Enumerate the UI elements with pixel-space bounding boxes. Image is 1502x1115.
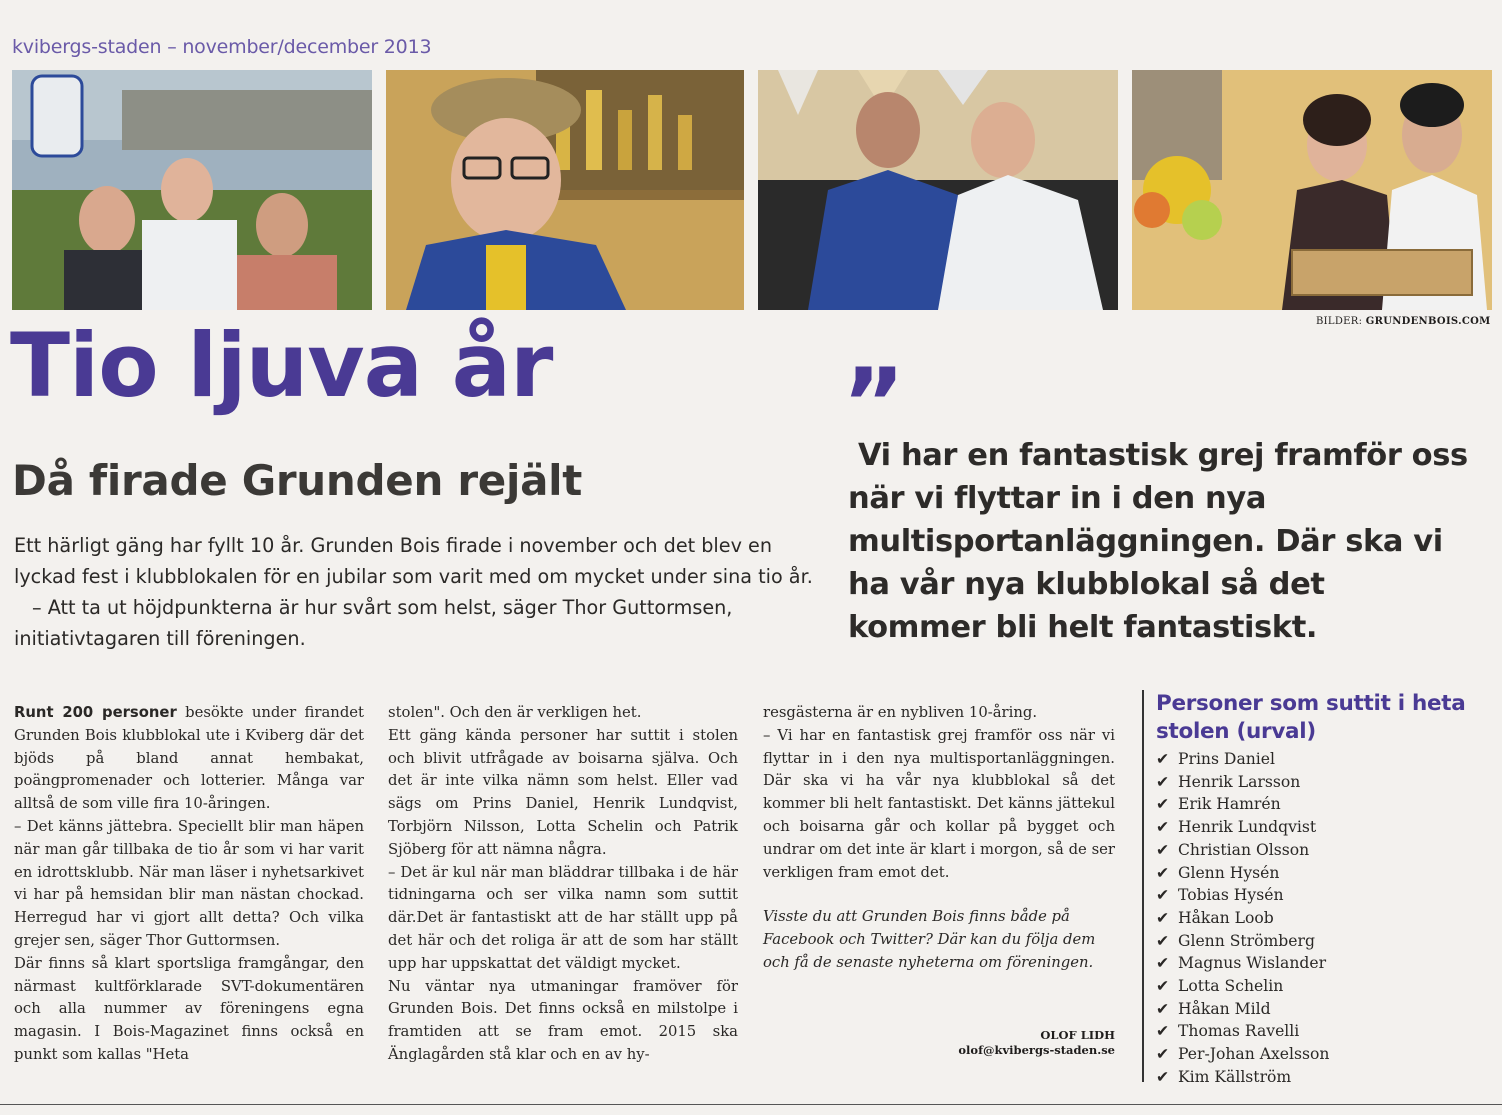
person-name: Kim Källström [1178, 1067, 1292, 1086]
body-paragraph: – Vi har en fantastisk grej framför oss när vi flyttar in i den nya multisportanläggningen. Där ska vi ha vår nya klubblokal så det kommer bli helt fantastiskt. Det känns jättekul och boisarna går och kollar på bygget och undrar om det inte är klart i morgon, så de ser verkligen fram emot det. [763, 726, 1115, 881]
person-name: Henrik Lundqvist [1178, 818, 1317, 837]
photo-credit-label: BILDER: [1316, 316, 1363, 327]
person-name: Glenn Hysén [1178, 863, 1280, 882]
person-name: Henrik Larsson [1178, 772, 1301, 791]
hot-seat-list-item [1156, 839, 1329, 862]
photo-two-men-on-sofa [758, 70, 1118, 310]
checkmark-icon: ✔ [1156, 1067, 1170, 1086]
photo-flowers-and-gift [1132, 70, 1492, 310]
hot-seat-list-item [1156, 1066, 1329, 1089]
body-paragraph: Där finns så klart sportsliga framgångar, den närmast kultförklarade SVT-dokumentären och alla nummer av föreningens egna magasin. I Bois-Magazinet finns också en punkt som kallas "Heta [14, 954, 364, 1063]
lead-paragraph [14, 530, 814, 654]
checkmark-icon: ✔ [1156, 1045, 1170, 1064]
body-text: besökte under firandet Grunden Bois klubblokal ute i Kviberg där det bjöds på bland annat hembakat, poängpromenader och lotterier. Många var alltså de som ville fira 10-åringen. [14, 704, 364, 813]
body-paragraph: Ett gäng kända personer har suttit i stolen och blivit utfrågade av boisarna själva. Och det är inte vilka nämn som helst. Eller vad sägs om Prins Daniel, Henrik Lundqvist, Torbjörn Nilsson, Lotta Schelin och Patrik Sjöberg för att nämna några. [388, 726, 738, 858]
body-column-1 [14, 702, 364, 1067]
checkmark-icon: ✔ [1156, 886, 1170, 905]
lead-text-2: – Att ta ut höjdpunkterna är hur svårt som helst, säger Thor Guttormsen, initiativtagaren till föreningen. [14, 596, 733, 650]
photo-boy-with-trophies [386, 70, 744, 310]
person-name: Erik Hamrén [1178, 795, 1281, 814]
checkmark-icon: ✔ [1156, 1022, 1170, 1041]
body-paragraph: stolen". Och den är verkligen het. [388, 704, 642, 721]
hot-seat-list-item [1156, 748, 1329, 771]
body-paragraph: resgästerna är en nybliven 10-åring. [763, 704, 1038, 721]
person-name: Håkan Loob [1178, 908, 1274, 927]
pull-quote: Vi har en fantastisk grej framför oss när vi flyttar in i den nya multisportanläggningen. Där ska vi ha vår nya klubblokal så det kommer bli helt fantastiskt. [848, 438, 1468, 645]
hot-seat-list-item [1156, 884, 1329, 907]
body-paragraph: Nu väntar nya utmaningar framöver för Grunden Bois. Det finns också en milstolpe i framtiden att se fram emot. 2015 ska Änglagården stå klar och en av hy- [388, 977, 738, 1063]
hot-seat-list-item [1156, 862, 1329, 885]
checkmark-icon: ✔ [1156, 863, 1170, 882]
author-name: OLOF LIDH [1040, 1028, 1115, 1042]
checkmark-icon: ✔ [1156, 840, 1170, 859]
author-email: olof@kvibergs-staden.se [958, 1043, 1115, 1057]
person-name: Tobias Hysén [1178, 886, 1284, 905]
photo-credit [1316, 316, 1491, 327]
body-column-3 [763, 702, 1115, 975]
social-media-note: Visste du att Grunden Bois finns både på Facebook och Twitter? Där kan du följa dem och få de senaste nyheterna om föreningen. [763, 908, 1096, 971]
checkmark-icon: ✔ [1156, 931, 1170, 950]
hot-seat-list-item [1156, 793, 1329, 816]
hot-seat-list [1156, 748, 1329, 1089]
byline [940, 1028, 1115, 1058]
quote-mark-icon: ” [842, 348, 906, 460]
running-head: kvibergs-staden – november/december 2013 [12, 36, 432, 58]
hot-seat-list-item [1156, 930, 1329, 953]
hot-seat-list-item [1156, 907, 1329, 930]
lead-text-1: Ett härligt gäng har fyllt 10 år. Grunden Bois firade i november och det blev en lyckad fest i klubblokalen för en jubilar som varit med om mycket under sina tio år. [14, 534, 813, 588]
checkmark-icon: ✔ [1156, 908, 1170, 927]
subheadline: Då firade Grunden rejält [12, 456, 582, 505]
hot-seat-list-item [1156, 816, 1329, 839]
checkmark-icon: ✔ [1156, 999, 1170, 1018]
person-name: Prins Daniel [1178, 750, 1275, 768]
checkmark-icon: ✔ [1156, 772, 1170, 791]
checkmark-icon: ✔ [1156, 818, 1170, 837]
body-lead-in: Runt 200 personer [14, 704, 177, 721]
checkmark-icon: ✔ [1156, 954, 1170, 973]
sidebar-title: Personer som suttit i heta stolen (urval) [1156, 691, 1466, 744]
sidebar-divider [1142, 690, 1144, 1082]
photo-three-men-outdoors [12, 70, 372, 310]
checkmark-icon: ✔ [1156, 750, 1170, 768]
person-name: Christian Olsson [1178, 840, 1310, 859]
body-column-2 [388, 702, 738, 1067]
hot-seat-list-item [1156, 1043, 1329, 1066]
bottom-rule [0, 1104, 1502, 1105]
headline: Tio ljuva år [10, 314, 553, 417]
hot-seat-list-item [1156, 975, 1329, 998]
person-name: Magnus Wislander [1178, 954, 1327, 973]
hot-seat-list-item [1156, 771, 1329, 794]
body-paragraph: – Det är kul när man bläddrar tillbaka i de här tidningarna och ser vilka namn som suttit där.Det är fantastiskt att de har ställt upp på det här och det roliga är att de som har ställt upp har uppskattat det väldigt mycket. [388, 863, 738, 972]
person-name: Glenn Strömberg [1178, 931, 1315, 950]
person-name: Per-Johan Axelsson [1178, 1045, 1330, 1064]
hot-seat-list-item [1156, 952, 1329, 975]
checkmark-icon: ✔ [1156, 795, 1170, 814]
body-paragraph [14, 702, 364, 816]
photo-credit-source: GRUNDENBOIS.COM [1365, 316, 1491, 327]
person-name: Håkan Mild [1178, 999, 1271, 1018]
checkmark-icon: ✔ [1156, 977, 1170, 996]
hot-seat-list-item [1156, 1020, 1329, 1043]
person-name: Lotta Schelin [1178, 977, 1284, 996]
person-name: Thomas Ravelli [1178, 1022, 1300, 1041]
hot-seat-list-item [1156, 998, 1329, 1021]
body-paragraph: – Det känns jättebra. Speciellt blir man häpen när man går tillbaka de tio år som vi har varit en idrottsklubb. När man läser i nyhetsarkivet vi har på hemsidan blir man nästan chockad. Herregud har vi gjort allt detta? Och vilka grejer sen, säger Thor Guttormsen. [14, 817, 364, 949]
